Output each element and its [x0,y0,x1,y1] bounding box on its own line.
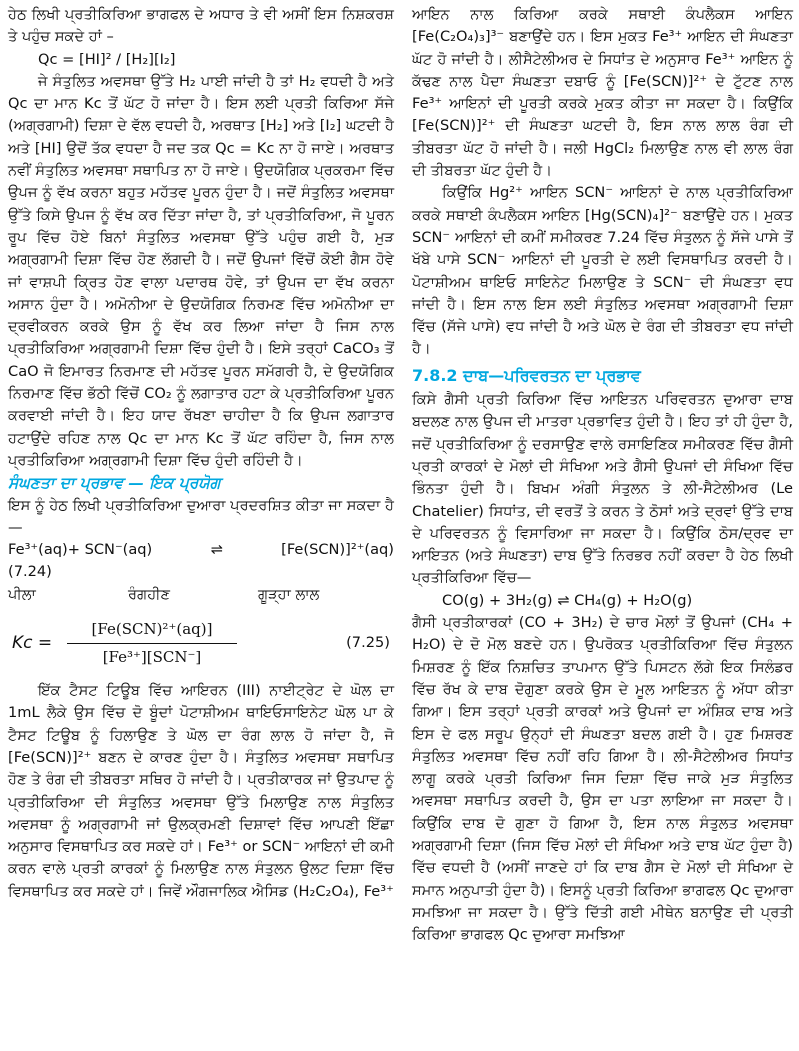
reaction-equation: CO(g) + 3H₂(g) ⇌ CH₄(g) + H₂O(g) [442,591,693,609]
paragraph: ਕਿਸੇ ਗੈਸੀ ਪ੍ਰਤੀ ਕਿਰਿਆ ਵਿੱਚ ਆਇਤਨ ਪਰਿਵਰਤਨ ਦੁਆਰਾ ਦਾਬ ਬਦਲਣ ਨਾਲ ਉਪਜ ਦੀ ਮਾਤਰਾ ਪ੍ਰਭਾਵਿਤ ਹੁੰਦੀ ਹੈ। ਇਹ ਤਾਂ ਹੀ ਹੁੰਦਾ ਹੈ, ਜਦੋਂ ਪ੍ਰਤੀਕਿਰਿਆ ਨੂੰ ਦਰਸਾਉਣ ਵਾਲੇ ਰਸਾਇਣਿਕ ਸਮੀਕਰਣ ਵਿੱਚ ਗੈਸੀ ਪ੍ਰਤੀ ਕਾਰਕਾਂ ਦੇ ਮੋਲਾਂ ਦੀ ਸੰਖਿਆ ਅਤੇ ਗੈਸੀ ਉਪਜਾਂ ਦੀ ਸੰਖਿਆ ਵਿੱਚ ਭਿੰਨਤਾ ਹੁੰਦੀ ਹੈ। ਬਿਖਮ ਅੰਗੀ ਸੰਤੁਲਨ ਤੇ ਲੀ-ਸੈਟੇਲੀਅਰ (Le Chatelier) ਸਿਧਾਂਤ, ਦੀ ਵਰਤੋਂ ਤੇ ਕਰਨ ਤੇ ਠੋਸਾਂ ਅਤੇ ਦ੍ਰਵਾਂ ਉੱਤੇ ਦਾਬ ਦੇ ਪਰਿਵਰਤਨ ਨੂੰ ਵਿਸਾਰਿਆ ਜਾ ਸਕਦਾ ਹੈ। ਕਿਉਂਕਿ ਠੋਸ/ਦ੍ਰਵ ਦਾ ਆਇਤਨ (ਅਤੇ ਸੰਘਣਤਾ) ਦਾਬ ਉੱਤੇ ਨਿਰਭਰ ਨਹੀਂ ਕਰਦਾ ਹੈ ਹੇਠ ਲਿਖੀ ਪ੍ਰਤੀਕਿਰਿਆ ਵਿੱਚ— [412,391,793,587]
kc-symbol: Kc = [12,632,53,653]
paragraph: ਜੇ ਸੰਤੁਲਿਤ ਅਵਸਥਾ ਉੱਤੇ H₂ ਪਾਈ ਜਾਂਦੀ ਹੈ ਤਾਂ H₂ ਵਧਦੀ ਹੈ ਅਤੇ Qc ਦਾ ਮਾਨ Kc ਤੋਂ ਘੱਟ ਹੋ ਜਾਂਦਾ ਹੈ। ਇਸ ਲਈ ਪ੍ਰਤੀ ਕਿਰਿਆ ਸੱਜੇ (ਅਗ੍ਰਗਾਮੀ) ਦਿਸ਼ਾ ਦੇ ਵੱਲ ਵਧਦੀ ਹੈ, ਅਰਥਾਤ [H₂] ਅਤੇ [I₂] ਘਟਦੀ ਹੈ ਅਤੇ [HI] ਉਦੋਂ ਤੱਕ ਵਧਦਾ ਹੈ ਜਦ ਤਕ Qc = Kc ਨਾ ਹੋ ਜਾਏ। ਅਰਥਾਤ ਨਵੀਂ ਸੰਤੁਲਿਤ ਅਵਸਥਾ ਸਥਾਪਿਤ ਨਾ ਹੋ ਜਾਏ। ਉਦਯੋਗਿਕ ਪ੍ਰਕਰਮਾ ਵਿੱਚ ਉਪਜ ਨੂੰ ਵੱਖ ਕਰਨਾ ਬਹੁਤ ਮਹੱਤਵ ਪੂਰਨ ਹੁੰਦਾ ਹੈ। ਜਦੋਂ ਸੰਤੁਲਿਤ ਅਵਸਥਾ ਉੱਤੇ ਕਿਸੇ ਉਪਜ ਨੂੰ ਵੱਖ ਕਰ ਦਿੱਤਾ ਜਾਂਦਾ ਹੈ, ਤਾਂ ਪ੍ਰਤੀਕਿਰਿਆ, ਜੋ ਪੂਰਨ ਰੂਪ ਵਿੱਚ ਹੋਏ ਬਿਨਾਂ ਸੰਤੁਲਿਤ ਅਵਸਥਾ ਉੱਤੇ ਪਹੁੰਚ ਗਈ ਹੈ, ਮੁੜ ਅਗ੍ਰਗਾਮੀ ਦਿਸ਼ਾ ਵਿੱਚ ਹੋਣ ਲੱਗਦੀ ਹੈ। ਜਦੋਂ ਉਪਜਾਂ ਵਿੱਚੋਂ ਕੋਈ ਗੈਸ ਹੋਵੇ ਜਾਂ ਵਾਸ਼ਪੀ ਕ੍ਰਿਤ ਹੋਣ ਵਾਲਾ ਪਦਾਰਥ ਹੋਵੇ, ਤਾਂ ਉਪਜ ਦਾ ਵੱਖ ਕਰਨਾ ਅਸਾਨ ਹੁੰਦਾ ਹੈ। ਅਮੋਨੀਆ ਦੇ ਉਦਯੋਗਿਕ ਨਿਰਮਣ ਵਿੱਚ ਅਮੋਨੀਆ ਦਾ ਦ੍ਰਵੀਕਰਨ ਕਰਕੇ ਉਸ ਨੂੰ ਵੱਖ ਕਰ ਲਿਆ ਜਾਂਦਾ ਹੈ ਜਿਸ ਨਾਲ ਪ੍ਰਤੀਕਿਰਿਆ ਅਗ੍ਰਗਾਮੀ ਦਿਸ਼ਾ ਵਿੱਚ ਹੁੰਦੀ ਹੈ। ਇਸੇ ਤਰ੍ਹਾਂ CaCO₃ ਤੋਂ CaO ਜੋ ਇਮਾਰਤ ਨਿਰਮਾਣ ਦੀ ਮਹੱਤਵ ਪੂਰਨ ਸਮੱਗਰੀ ਹੈ, ਦੇ ਉਦਯੋਗਿਕ ਨਿਰਮਾਣ ਵਿੱਚ ਭੱਠੀ ਵਿੱਚੋਂ CO₂ ਨੂੰ ਲਗਾਤਾਰ ਹਟਾ ਕੇ ਪ੍ਰਤੀਕਿਰਿਆ ਪੂਰਨ ਕਰਵਾਈ ਜਾਂਦੀ ਹੈ। ਇਹ ਯਾਦ ਰੱਖਣਾ ਚਾਹੀਦਾ ਹੈ ਕਿ ਉਪਜ ਲਗਾਤਾਰ ਹਟਾਉਂਦੇ ਰਹਿਣ ਨਾਲ Qc ਦਾ ਮਾਨ Kc ਤੋਂ ਘੱਟ ਰਹਿੰਦਾ ਹੈ, ਜਿਸ ਨਾਲ ਪ੍ਰਤੀਕਿਰਿਆ ਅਗ੍ਰਗਾਮੀ ਦਿਸ਼ਾ ਵਿੱਚ ਹੁੰਦੀ ਰਹਿੰਦੀ ਹੈ। [8,72,394,469]
equation-number: (7.25) [346,633,390,651]
kc-denominator: [Fe³⁺][SCN⁻] [102,647,202,666]
equation-number: (7.24) [8,563,52,581]
kc-expression [8,606,394,680]
right-column [412,4,793,946]
experiment-heading: ਸੰਘਣਤਾ ਦਾ ਪ੍ਰਭਾਵ — ਇਕ ਪ੍ਰਯੋਗ [8,474,221,493]
kc-numerator: [Fe(SCN)²⁺(aq)] [91,620,213,639]
label-colorless: ਰੰਗਹੀਣ [128,585,171,603]
left-column [8,4,394,903]
equilibrium-arrow: ⇌ [210,541,223,559]
paragraph: ਗੈਸੀ ਪ੍ਰਤੀਕਾਰਕਾਂ (CO + 3H₂) ਦੇ ਚਾਰ ਮੋਲਾਂ ਤੋਂ ਉਪਜਾਂ (CH₄ + H₂O) ਦੇ ਦੋ ਮੋਲ ਬਣਦੇ ਹਨ। ਉਪਰੋਕਤ ਪ੍ਰਤੀਕਿਰਿਆ ਵਿੱਚ ਸੰਤੁਲਨ ਮਿਸ਼ਰਣ ਨੂੰ ਇੱਕ ਨਿਸ਼ਚਿਤ ਤਾਪਮਾਨ ਉੱਤੇ ਪਿਸਟਨ ਲੱਗੇ ਇਕ ਸਿਲੰਡਰ ਵਿੱਚ ਰੱਖ ਕੇ ਦਾਬ ਦੋਗੁਣਾ ਕਰਕੇ ਉਸ ਦੇ ਮੂਲ ਆਇਤਨ ਨੂੰ ਅੱਧਾ ਕੀਤਾ ਗਿਆ। ਇਸ ਤਰ੍ਹਾਂ ਪ੍ਰਤੀ ਕਾਰਕਾਂ ਅਤੇ ਉਪਜਾਂ ਦਾ ਅੰਸ਼ਿਕ ਦਾਬ ਅਤੇ ਇਸ ਦੇ ਫਲ ਸਰੂਪ ਉਨ੍ਹਾਂ ਦੀ ਸੰਘਣਤਾ ਬਦਲ ਗਈ ਹੈ। ਹੁਣ ਮਿਸ਼ਰਣ ਸੰਤੁਲਿਤ ਅਵਸਥਾ ਵਿੱਚ ਨਹੀਂ ਰਹਿ ਗਿਆ ਹੈ। ਲੀ-ਸੈਟੇਲੀਅਰ ਸਿਧਾਂਤ ਲਾਗੂ ਕਰਕੇ ਪ੍ਰਤੀ ਕਿਰਿਆ ਜਿਸ ਦਿਸ਼ਾ ਵਿੱਚ ਜਾਕੇ ਮੁੜ ਸੰਤੁਲਿਤ ਅਵਸਥਾ ਸਥਾਪਿਤ ਕਰਦੀ ਹੈ, ਉਸ ਦਾ ਪਤਾ ਲਾਇਆ ਜਾ ਸਕਦਾ ਹੈ। ਕਿਉਂਕਿ ਦਾਬ ਦੋ ਗੁਣਾ ਹੋ ਗਿਆ ਹੈ, ਇਸ ਨਾਲ ਸੰਤੁਲਤ ਅਵਸਥਾ ਅਗ੍ਰਗਾਮੀ ਦਿਸ਼ਾ (ਜਿਸ ਵਿੱਚ ਮੋਲਾਂ ਦੀ ਸੰਖਿਆ ਅਤੇ ਦਾਬ ਘੱਟ ਹੁੰਦਾ ਹੈ) ਵਿੱਚ ਵਧਦੀ ਹੈ (ਅਸੀਂ ਜਾਣਦੇ ਹਾਂ ਕਿ ਦਾਬ ਗੈਸ ਦੇ ਮੋਲਾਂ ਦੀ ਸੰਖਿਆ ਦੇ ਸਮਾਨ ਅਨੁਪਾਤੀ ਹੁੰਦਾ ਹੈ)। ਇਸਨੂੰ ਪ੍ਰਤੀ ਕਿਰਿਆ ਭਾਗਫਲ Qc ਦੁਆਰਾ ਸਮਝਿਆ ਜਾ ਸਕਦਾ ਹੈ। ਉੱਤੇ ਦਿੱਤੀ ਗਈ ਮੀਥੇਨ ਬਨਾਉਣ ਦੀ ਪ੍ਰਤੀ ਕਿਰਿਆ ਭਾਗਫਲ Qc ਦੁਆਰਾ ਸਮਝਿਆ [412,614,793,944]
reaction-product: [Fe(SCN)]²⁺(aq) [281,541,394,559]
label-deep-red: ਗੂੜ੍ਹਾ ਲਾਲ [258,585,320,603]
reaction-reactants: Fe³⁺(aq)+ SCN⁻(aq) [8,541,153,559]
reaction-equation [8,539,394,561]
qc-equation: Qc = [HI]² / [H₂][I₂] [38,50,176,68]
section-heading: 7.8.2 ਦਾਬ—ਪਰਿਵਰਤਨ ਦਾ ਪ੍ਰਭਾਵ [412,365,641,385]
kc-fraction [67,616,237,670]
label-yellow: ਪੀਲਾ [8,585,36,603]
paragraph: ਇੱਕ ਟੈਸਟ ਟਿਊਬ ਵਿੱਚ ਆਇਰਨ (III) ਨਾਈਟ੍ਰੇਟ ਦੇ ਘੋਲ ਦਾ 1mL ਲੈਕੇ ਉਸ ਵਿੱਚ ਦੋ ਬੂੰਦਾਂ ਪੋਟਾਸ਼ੀਅਮ ਥਾਇਓਸਾਇਨੇਟ ਘੋਲ ਪਾ ਕੇ ਟੈਸਟ ਟਿਊਬ ਨੂੰ ਹਿਲਾਉਣ ਤੇ ਘੋਲ ਦਾ ਰੰਗ ਲਾਲ ਹੋ ਜਾਂਦਾ ਹੈ, ਜੋ [Fe(SCN)]²⁺ ਬਣਨ ਦੇ ਕਾਰਣ ਹੁੰਦਾ ਹੈ। ਸੰਤੁਲਿਤ ਅਵਸਥਾ ਸਥਾਪਿਤ ਹੋਣ ਤੇ ਰੰਗ ਦੀ ਤੀਬਰਤਾ ਸਥਿਰ ਹੋ ਜਾਂਦੀ ਹੈ। ਪ੍ਰਤੀਕਾਰਕ ਜਾਂ ਉਤਪਾਦ ਨੂੰ ਪ੍ਰਤੀਕਿਰਿਆ ਦੀ ਸੰਤੁਲਿਤ ਅਵਸਥਾ ਉੱਤੇ ਮਿਲਾਉਣ ਨਾਲ ਸੰਤੁਲਿਤ ਅਵਸਥਾ ਨੂੰ ਅਗ੍ਰਗਾਮੀ ਜਾਂ ਉਲਕ੍ਰਮਣੀ ਦਿਸ਼ਾਵਾਂ ਵਿੱਚ ਆਪਣੀ ਇੱਛਾ ਅਨੁਸਾਰ ਵਿਸਥਾਪਿਤ ਕਰ ਸਕਦੇ ਹਾਂ। Fe³⁺ or SCN⁻ ਆਇਨਾਂ ਦੀ ਕਮੀ ਕਰਨ ਵਾਲੇ ਪ੍ਰਤੀ ਕਾਰਕਾਂ ਨੂੰ ਮਿਲਾਉਣ ਨਾਲ ਸੰਤੁਲਨ ਉਲਟ ਦਿਸ਼ਾ ਵਿੱਚ ਵਿਸਥਾਪਿਤ ਕਰ ਸਕਦੇ ਹਾਂ। ਜਿਵੇਂ ਔਗਜਾਲਿਕ ਐਸਿਡ (H₂C₂O₄), Fe³⁺ [8,682,394,900]
paragraph: ਹੇਠ ਲਿਖੀ ਪ੍ਰਤੀਕਿਰਿਆ ਭਾਗਫਲ ਦੇ ਅਧਾਰ ਤੇ ਵੀ ਅਸੀਂ ਇਸ ਨਿਸ਼ਕਰਸ਼ ਤੇ ਪਹੁੰਚ ਸਕਦੇ ਹਾਂ – [8,6,394,46]
paragraph: ਆਇਨ ਨਾਲ ਕਿਰਿਆ ਕਰਕੇ ਸਥਾਈ ਕੰਪਲੈਕਸ ਆਇਨ [Fe(C₂O₄)₃]³⁻ ਬਣਾਉਂਦੇ ਹਨ। ਇਸ ਮੁਕਤ Fe³⁺ ਆਇਨ ਦੀ ਸੰਘਣਤਾ ਘੱਟ ਹੋ ਜਾਂਦੀ ਹੈ। ਲੀਸੈਟੇਲੀਅਰ ਦੇ ਸਿਧਾਂਤ ਦੇ ਅਨੁਸਾਰ Fe³⁺ ਆਇਨ ਨੂੰ ਕੱਢਣ ਨਾਲ ਪੈਦਾ ਸੰਘਣਤਾ ਦਬਾਓ ਨੂੰ [Fe(SCN)]²⁺ ਦੇ ਟੁੱਟਣ ਨਾਲ Fe³⁺ ਆਇਨਾਂ ਦੀ ਪੂਰਤੀ ਕਰਕੇ ਮੁਕਤ ਕੀਤਾ ਜਾ ਸਕਦਾ ਹੈ। ਕਿਉਂਕਿ [Fe(SCN)]²⁺ ਦੀ ਸੰਘਣਤਾ ਘਟਦੀ ਹੈ, ਇਸ ਨਾਲ ਲਾਲ ਰੰਗ ਦੀ ਤੀਬਰਤਾ ਘੱਟ ਹੋ ਜਾਂਦੀ ਹੈ। ਜਲੀ HgCl₂ ਮਿਲਾਉਣ ਨਾਲ ਵੀ ਲਾਲ ਰੰਗ ਦੀ ਤੀਬਰਤਾ ਘੱਟ ਹੁੰਦੀ ਹੈ। [412,6,793,180]
color-labels [8,584,394,606]
paragraph: ਇਸ ਨੂੰ ਹੇਠ ਲਿਖੀ ਪ੍ਰਤੀਕਿਰਿਆ ਦੁਆਰਾ ਪ੍ਰਦਰਸ਼ਿਤ ਕੀਤਾ ਜਾ ਸਕਦਾ ਹੈ — [8,496,394,536]
paragraph: ਕਿਉਂਕਿ Hg²⁺ ਆਇਨ SCN⁻ ਆਇਨਾਂ ਦੇ ਨਾਲ ਪ੍ਰਤੀਕਿਰਿਆ ਕਰਕੇ ਸਥਾਈ ਕੰਪਲੈਕਸ ਆਇਨ [Hg(SCN)₄]²⁻ ਬਣਾਉਂਦੇ ਹਨ। ਮੁਕਤ SCN⁻ ਆਇਨਾਂ ਦੀ ਕਮੀਂ ਸਮੀਕਰਣ 7.24 ਵਿੱਚ ਸੰਤੁਲਨ ਨੂੰ ਸੱਜੇ ਪਾਸੇ ਤੋਂ ਖੱਬੇ ਪਾਸੇ SCN⁻ ਆਇਨਾਂ ਦੀ ਪੂਰਤੀ ਦੇ ਲਈ ਵਿਸਥਾਪਿਤ ਕਰਦੀ ਹੈ। ਪੋਟਾਸ਼ੀਅਮ ਥਾਇਓ ਸਾਇਨੇਟ ਮਿਲਾਉਣ ਤੇ SCN⁻ ਦੀ ਸੰਘਣਤਾ ਵਧ ਜਾਂਦੀ ਹੈ। ਇਸ ਨਾਲ ਇਸ ਲਈ ਸੰਤੁਲਿਤ ਅਵਸਥਾ ਅਗ੍ਰਗਾਮੀ ਦਿਸ਼ਾ ਵਿੱਚ (ਸੱਜੇ ਪਾਸੇ) ਵਧ ਜਾਂਦੀ ਹੈ ਅਤੇ ਘੋਲ ਦੇ ਰੰਗ ਦੀ ਤੀਬਰਤਾ ਵਧ ਜਾਂਦੀ ਹੈ। [412,184,793,358]
